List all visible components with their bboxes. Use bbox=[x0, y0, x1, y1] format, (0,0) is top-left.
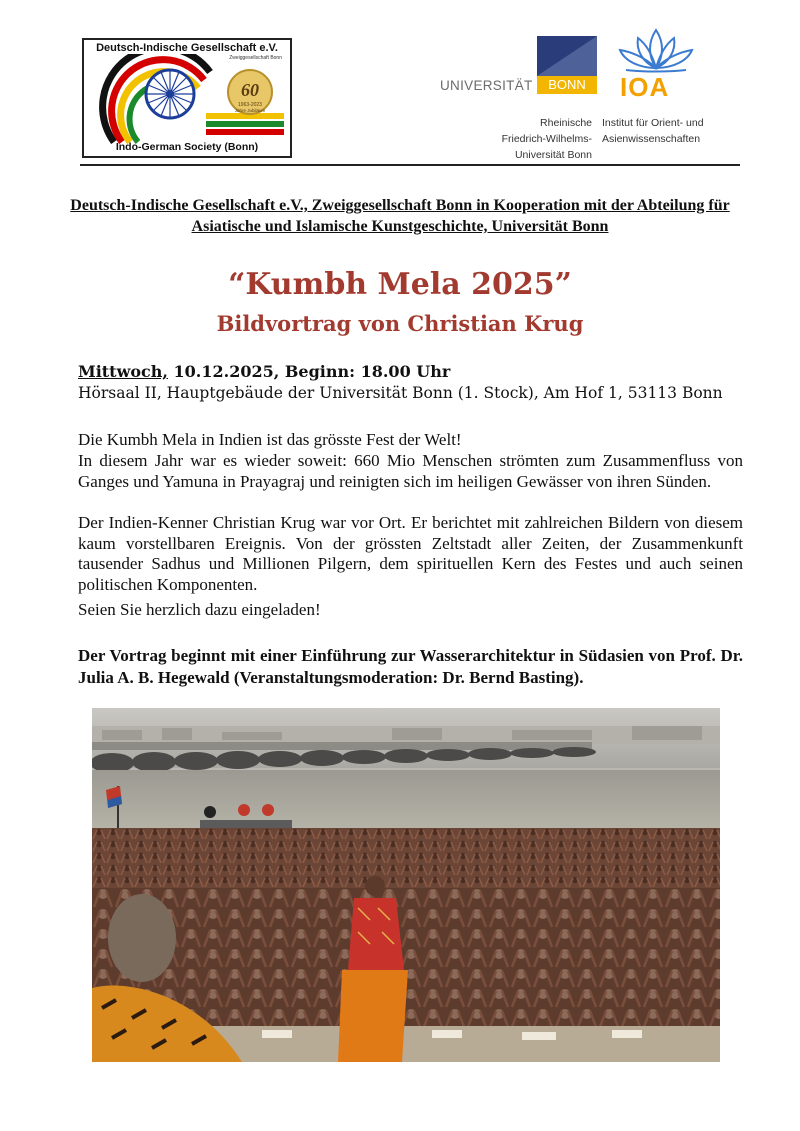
dig-logo-title: Deutsch-Indische Gesellschaft e.V. bbox=[96, 42, 278, 54]
event-title: “Kumbh Mela 2025” bbox=[228, 267, 572, 302]
dig-logo bbox=[82, 38, 292, 158]
body-paragraph-4: Seien Sie herzlich dazu eingeladen! bbox=[78, 600, 321, 619]
ioa-text: IOA bbox=[620, 72, 670, 102]
body-paragraph-1: Die Kumbh Mela in Indien ist das grösste Fest der Welt! bbox=[78, 430, 462, 449]
body-paragraph-2: In diesem Jahr war es wieder soweit: 660 Mio Menschen strömten zum Zusammenfluss von Ganges und Yamuna in Prayagraj und reinigten sich im heiligen Gewässer von ihren Sünden. bbox=[78, 451, 743, 491]
event-day: Mittwoch, bbox=[78, 362, 168, 381]
lotus-icon bbox=[612, 26, 700, 74]
pilgrims-photo-icon bbox=[92, 708, 720, 1062]
dig-logo-subtitle: Zweiggesellschaft Bonn bbox=[229, 55, 282, 61]
institution-left bbox=[470, 115, 592, 163]
header-divider bbox=[80, 164, 740, 166]
badge-caption: Jahre Jubiläum bbox=[234, 108, 266, 113]
uni-bonn-highlight: BONN bbox=[537, 76, 597, 94]
uni-bonn-logo bbox=[440, 36, 598, 98]
event-location: Hörsaal II, Hauptgebäude der Universität Bonn (1. Stock), Am Hof 1, 53113 Bonn bbox=[78, 384, 723, 402]
institution-left-line: Rheinische bbox=[540, 117, 592, 129]
institution-left-line: Friedrich-Wilhelms- bbox=[501, 133, 592, 145]
cooperation-heading: Deutsch-Indische Gesellschaft e.V., Zweiggesellschaft Bonn in Kooperation mit der Abteilung für Asiatische und Islamische Kunstgeschichte, Universität Bonn bbox=[70, 197, 730, 235]
institution-right-line: Asienwissenschaften bbox=[602, 133, 701, 145]
institution-right bbox=[602, 115, 742, 147]
lecture-info: Der Vortrag beginnt mit einer Einführung zur Wasserarchitektur in Südasien von Prof. Dr. Julia A. B. Hegewald (Veranstaltungsmoderation: Dr. Bernd Basting). bbox=[78, 646, 743, 687]
event-photo bbox=[92, 708, 720, 1062]
event-date-time: 10.12.2025, Beginn: 18.00 Uhr bbox=[167, 362, 451, 381]
dig-logo-bottom-label: Indo-German Society (Bonn) bbox=[115, 141, 259, 153]
institution-left-line: Universität Bonn bbox=[514, 149, 592, 161]
event-date-line bbox=[78, 362, 450, 381]
ioa-logo bbox=[612, 26, 700, 104]
uni-bonn-mark-icon bbox=[537, 36, 597, 76]
badge-years: 1963-2023 bbox=[238, 102, 262, 108]
institution-right-line: Institut für Orient- und bbox=[602, 117, 704, 129]
body-paragraph-3: Der Indien-Kenner Christian Krug war vor Ort. Er berichtet mit zahlreichen Bildern von diesem kaum vorstellbaren Ereignis. Von der grössten Zeltstadt aller Zeiten, der Zusammenkunft tausender Sadhus und Millionen Pilgern, dem spirituellen Kern des Festes und auch seinen politischen Komponenten. bbox=[78, 513, 743, 594]
badge-number: 60 bbox=[241, 80, 259, 100]
dig-emblem-icon bbox=[84, 54, 290, 144]
uni-bonn-text: UNIVERSITÄT bbox=[440, 78, 533, 93]
event-subtitle: Bildvortrag von Christian Krug bbox=[216, 311, 584, 336]
